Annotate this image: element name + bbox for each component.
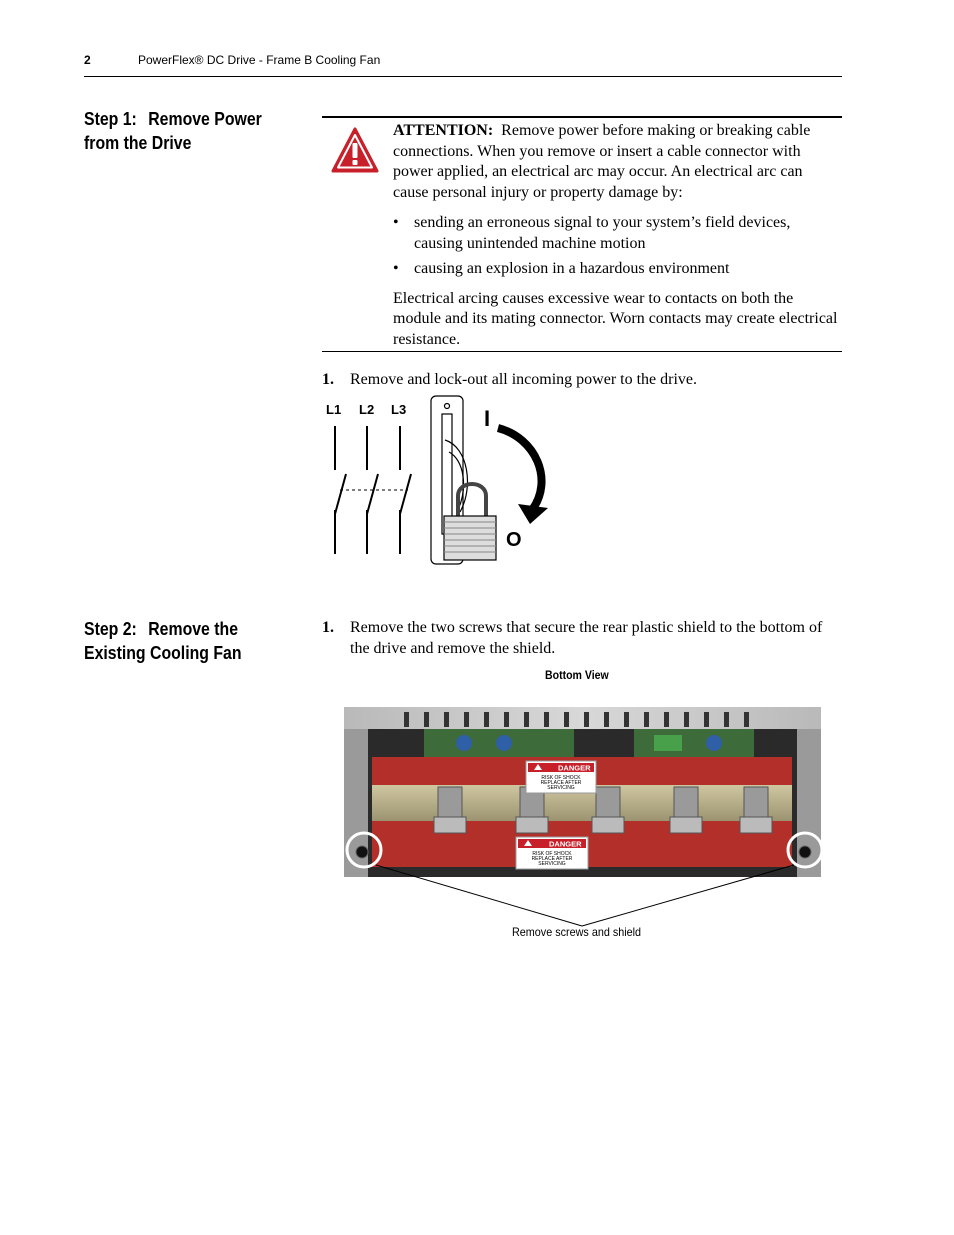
attention-bullets <box>393 213 838 280</box>
running-header: PowerFlex® DC Drive - Frame B Cooling Fan <box>138 53 381 67</box>
bottom-view-photo <box>344 707 821 882</box>
svg-text:RISK OF SHOCK: RISK OF SHOCK <box>541 775 581 781</box>
step1-item-text: Remove and lock-out all incoming power to the drive. <box>350 371 698 388</box>
attention-bottom-rule <box>322 351 842 352</box>
attention-bullet: • causing an explosion in a hazardous environment <box>393 259 838 280</box>
attention-intro-text: Remove power before making or breaking cable connections. When you remove or insert a cable connector with power applied, an electrical arc may occur. An electrical arc can cause personal injury or property damage by: <box>393 122 811 201</box>
step1-list-item <box>322 370 842 391</box>
svg-text:REPLACE AFTER: REPLACE AFTER <box>531 856 573 862</box>
step1-label: Step 1: <box>84 109 137 129</box>
line-label-l2: L2 <box>359 402 375 417</box>
off-label: O <box>506 529 522 551</box>
svg-text:DANGER: DANGER <box>549 839 582 849</box>
callout-label: Remove screws and shield <box>512 925 642 939</box>
danger-label-top <box>526 761 596 793</box>
attention-top-rule <box>322 116 842 118</box>
on-label: I <box>484 406 491 431</box>
page-number: 2 <box>84 53 91 67</box>
step1-heading <box>84 107 262 155</box>
line-label-l3: L3 <box>391 402 407 417</box>
step2-item-text: Remove the two screws that secure the rear plastic shield to the bottom of the drive and remove the shield. <box>350 619 823 657</box>
off-arrow-icon <box>498 428 542 510</box>
step1-item-number: 1. <box>322 371 334 388</box>
attention-intro <box>393 121 838 203</box>
svg-text:DANGER: DANGER <box>558 763 591 773</box>
step2-list-item <box>322 618 842 659</box>
step2-heading <box>84 617 242 665</box>
header-rule <box>84 76 842 77</box>
step2-item-number: 1. <box>322 619 334 636</box>
svg-text:RISK OF SHOCK: RISK OF SHOCK <box>532 851 572 857</box>
attention-lead: ATTENTION: <box>393 122 494 139</box>
svg-text:SERVICING: SERVICING <box>538 861 566 867</box>
photo-caption: Bottom View <box>545 668 609 682</box>
lockout-diagram <box>318 392 558 577</box>
warning-triangle-icon <box>330 126 380 179</box>
attention-bullet: • sending an erroneous signal to your system’s field devices, causing unintended machine motion <box>393 213 838 254</box>
step2-title-line1: Remove the <box>148 619 239 639</box>
attention-closing: Electrical arcing causes excessive wear to contacts on both the module and its mating connector. Worn contacts may create electrical resistance. <box>393 289 838 348</box>
svg-text:SERVICING: SERVICING <box>547 785 575 791</box>
callout-leader-lines <box>344 860 821 930</box>
step1-title-line2: from the Drive <box>84 133 192 153</box>
step1-title-line1: Remove Power <box>148 109 262 129</box>
step2-label: Step 2: <box>84 619 137 639</box>
line-label-l1: L1 <box>326 402 342 417</box>
svg-text:REPLACE AFTER: REPLACE AFTER <box>540 780 582 786</box>
attention-text <box>393 121 838 360</box>
step2-title-line2: Existing Cooling Fan <box>84 643 242 663</box>
